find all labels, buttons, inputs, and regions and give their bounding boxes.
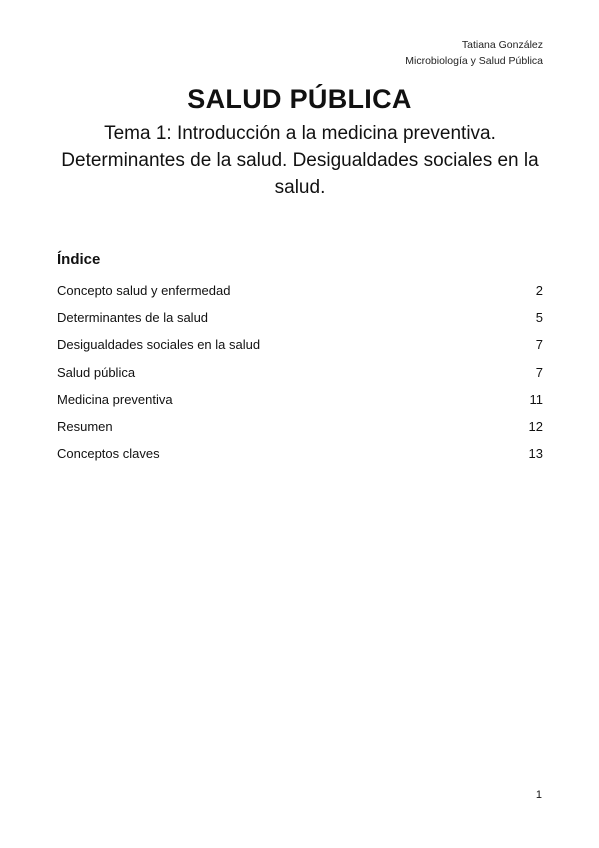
toc-entry-page: 7 <box>535 337 543 353</box>
toc-entry-label: Resumen <box>57 418 113 434</box>
toc-entry[interactable] <box>57 419 543 446</box>
index-heading: Índice <box>57 251 101 268</box>
document-subtitle: Tema 1: Introducción a la medicina preventiva. Determinantes de la salud. Desigualdades sociales en la salud. <box>61 123 539 198</box>
toc-entry-label: Medicina preventiva <box>57 391 173 407</box>
toc-entry[interactable] <box>57 283 543 310</box>
toc-entry-page: 2 <box>535 283 543 298</box>
header-author: Tatiana González <box>461 39 543 51</box>
toc-entry-page: 12 <box>528 418 543 434</box>
toc-entry-page: 11 <box>529 391 543 407</box>
toc-entry-label: Salud pública <box>57 364 136 380</box>
toc-entry[interactable] <box>57 392 543 419</box>
toc-entry-label: Concepto salud y enfermedad <box>57 283 231 298</box>
toc-entry-label: Desigualdades sociales en la salud <box>57 337 261 353</box>
page-number: 1 <box>535 789 542 801</box>
toc-entry[interactable] <box>57 310 543 337</box>
toc-entry-page: 7 <box>535 364 543 380</box>
toc-entry-label: Determinantes de la salud <box>57 310 209 326</box>
toc-entry[interactable] <box>57 337 543 364</box>
page-header <box>405 37 543 69</box>
table-of-contents <box>57 283 543 473</box>
toc-entry[interactable] <box>57 446 543 473</box>
toc-entry-page: 5 <box>535 310 543 326</box>
header-subject: Microbiología y Salud Pública <box>405 55 543 67</box>
toc-entry[interactable] <box>57 365 543 392</box>
document-title: SALUD PÚBLICA <box>187 84 412 114</box>
toc-entry-label: Conceptos claves <box>57 446 160 462</box>
toc-entry-page: 13 <box>528 446 543 462</box>
